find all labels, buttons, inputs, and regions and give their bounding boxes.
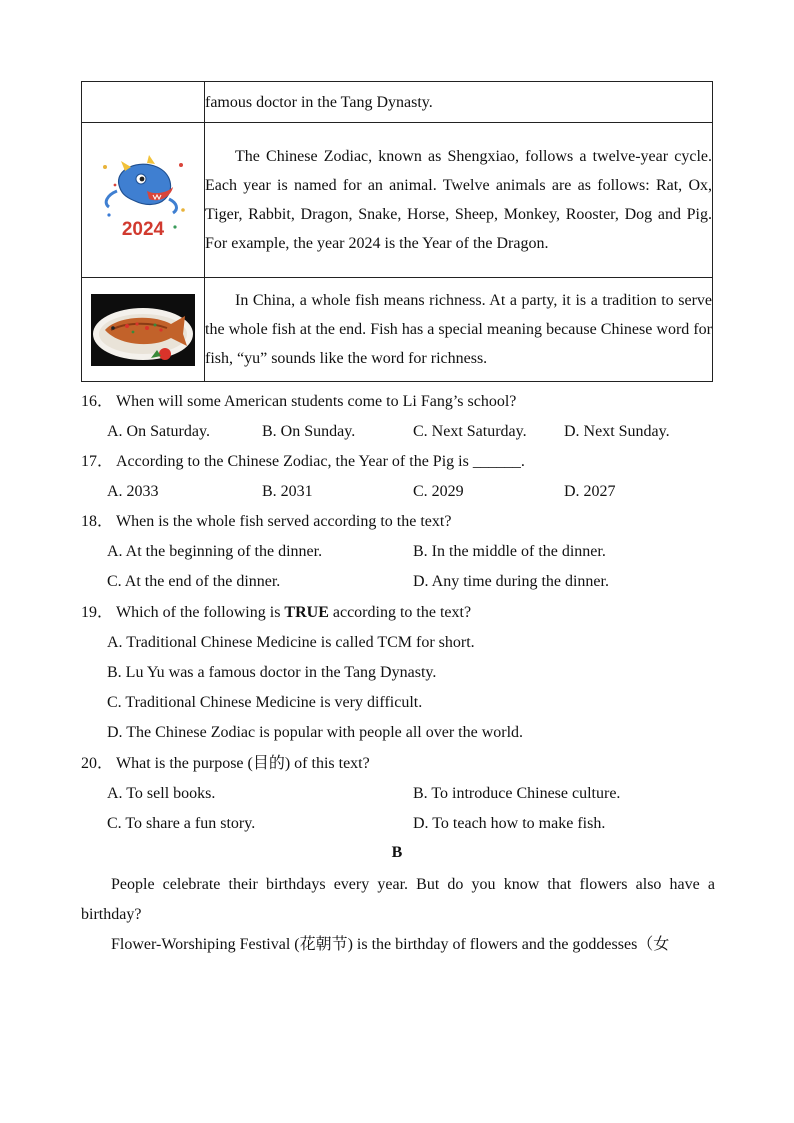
question-text: According to the Chinese Zodiac, the Year of the Pig is ______. [116, 453, 525, 470]
q20-option-d: D. To teach how to make fish. [413, 815, 606, 832]
q19-option-c: C. Traditional Chinese Medicine is very difficult. [107, 694, 423, 711]
question-19 [81, 603, 471, 623]
question-number: 20． [81, 755, 114, 772]
q17-option-a: A. 2033 [107, 483, 159, 500]
zodiac-paragraph: The Chinese Zodiac, known as Shengxiao, follows a twelve-year cycle. Each year is named for an animal. Twelve animals are as follows: Rat, Ox, Tiger, Rabbit, Dragon, Snake, Horse, Sheep, Monkey, Rooster, Dog and Pig. For example, the year 2024 is the Year of the Dragon. [205, 148, 712, 252]
question-text: What is the purpose (目的) of this text? [116, 755, 370, 772]
section-b-heading: B [391, 844, 403, 861]
question-number: 18． [81, 513, 114, 530]
question-emphasis: TRUE [284, 604, 329, 621]
tang-doctor-text: famous doctor in the Tang Dynasty. [205, 93, 433, 111]
q18-option-a: A. At the beginning of the dinner. [107, 543, 323, 560]
table-row [82, 82, 713, 123]
q17-option-c: C. 2029 [413, 483, 464, 500]
table-text-cell [205, 123, 713, 278]
question-18 [81, 512, 451, 532]
table-text-cell [205, 82, 713, 123]
question-20 [81, 754, 370, 774]
question-number: 19． [81, 604, 114, 621]
fish-image-cell [82, 278, 205, 382]
q19-option-a: A. Traditional Chinese Medicine is called TCM for short. [107, 634, 475, 651]
year-2024-text: 2024 [121, 219, 165, 240]
q20-option-b: B. To introduce Chinese culture. [413, 785, 621, 802]
q20-option-a: A. To sell books. [107, 785, 216, 802]
section-b-paragraph-2: Flower-Worshiping Festival (花朝节) is the birthday of flowers and the goddesses（女 [111, 936, 670, 953]
section-b-paragraph-1: People celebrate their birthdays every year. But do you know that flowers also have a birthday? [81, 876, 715, 923]
q18-option-c: C. At the end of the dinner. [107, 573, 281, 590]
q19-option-d: D. The Chinese Zodiac is popular with people all over the world. [107, 724, 524, 741]
q18-option-b: B. In the middle of the dinner. [413, 543, 606, 560]
question-number: 16． [81, 393, 114, 410]
q16-option-c: C. Next Saturday. [413, 423, 527, 440]
dragon-2024-icon [95, 155, 191, 245]
q19-option-b: B. Lu Yu was a famous doctor in the Tang Dynasty. [107, 664, 437, 681]
q16-option-b: B. On Sunday. [262, 423, 356, 440]
fish-paragraph: In China, a whole fish means richness. At a party, it is a tradition to serve the whole fish at the end. Fish has a special meaning because Chinese word for fish, “yu” sounds like the word for richness. [205, 292, 712, 367]
q16-option-a: A. On Saturday. [107, 423, 210, 440]
q18-option-d: D. Any time during the dinner. [413, 573, 609, 590]
question-17 [81, 452, 525, 472]
table-row [82, 278, 713, 382]
empty-image-cell [82, 82, 205, 123]
question-text-before: Which of the following is [116, 604, 285, 621]
q17-option-d: D. 2027 [564, 483, 616, 500]
whole-fish-dish-icon [91, 294, 195, 366]
section-b-body [81, 870, 715, 960]
q20-option-c: C. To share a fun story. [107, 815, 256, 832]
table-row [82, 123, 713, 278]
question-text-after: according to the text? [328, 604, 472, 621]
q17-option-b: B. 2031 [262, 483, 313, 500]
question-16 [81, 392, 516, 412]
reading-table [81, 81, 713, 382]
table-text-cell [205, 278, 713, 382]
zodiac-image-cell [82, 123, 205, 278]
question-number: 17． [81, 453, 114, 470]
question-text: When will some American students come to Li Fang’s school? [116, 393, 517, 410]
q16-option-d: D. Next Sunday. [564, 423, 670, 440]
question-text: When is the whole fish served according to the text? [116, 513, 452, 530]
